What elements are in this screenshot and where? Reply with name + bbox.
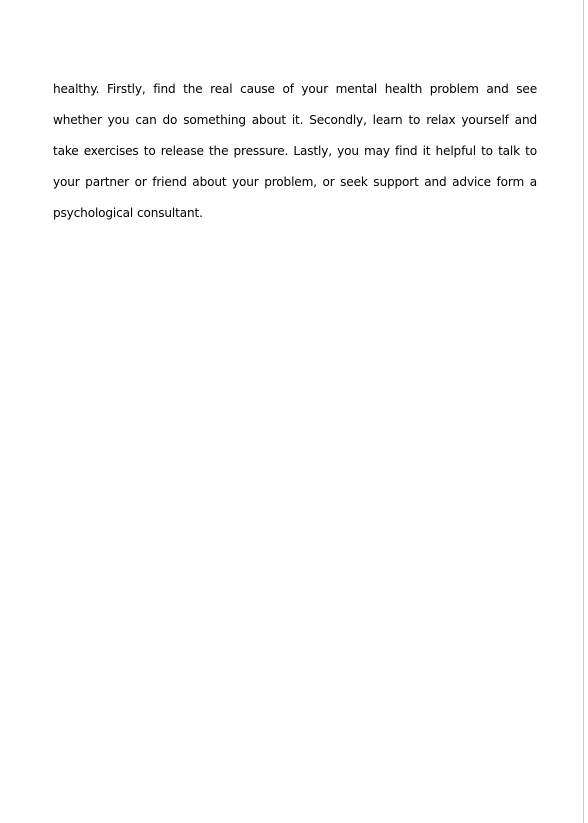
- body-paragraph: healthy. Firstly, find the real cause of your mental health problem and see whether you can do something about it. Secondly, learn to relax yourself and take exercises to release the pressure. Lastly, you may find it helpful to talk to your partner or friend about your problem, or seek support and advice form a psychological consultant.: [53, 82, 537, 220]
- page-edge-divider: [583, 0, 584, 823]
